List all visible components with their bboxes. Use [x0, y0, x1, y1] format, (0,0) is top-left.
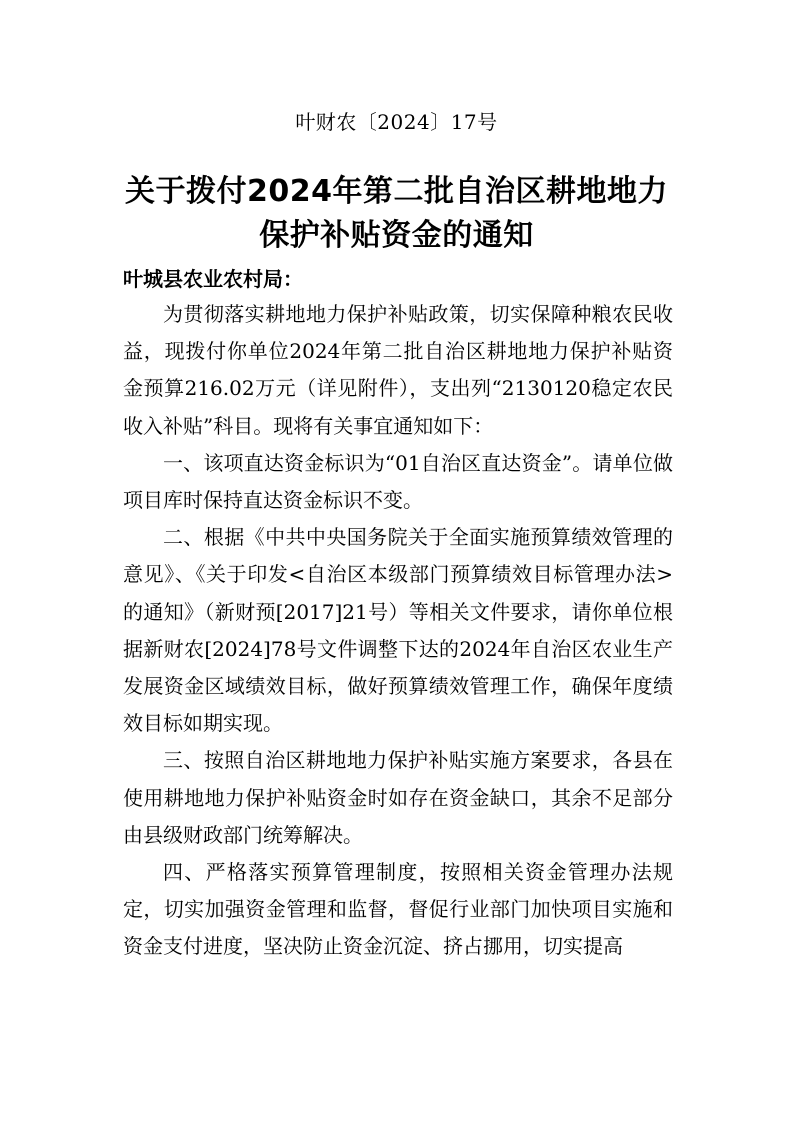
document-body	[123, 296, 673, 966]
document-number: 叶财农〔2024〕17号	[295, 110, 498, 134]
paragraph-item-2: 二、根据《中共中央国务院关于全面实施预算绩效管理的意见》、《关于印发<自治区本级部门预算绩效目标管理办法>的通知》（新财预[2017]21号）等相关文件要求，请你单位根据新财农[2024]78号文件调整下达的2024年自治区农业生产发展资金区域绩效目标，做好预算绩效管理工作，确保年度绩效目标如期实现。	[123, 525, 673, 736]
recipient-line: 叶城县农业农村局：	[123, 267, 303, 291]
document-title: 关于拨付2024年第二批自治区耕地地力保护补贴资金的通知	[125, 174, 668, 253]
paragraph-item-1: 一、该项直达资金标识为“01自治区直达资金”。请单位做项目库时保持直达资金标识不变。	[123, 450, 673, 513]
paragraph-item-3: 三、按照自治区耕地地力保护补贴实施方案要求，各县在使用耕地地力保护补贴资金时如存在资金缺口，其余不足部分由县级财政部门统筹解决。	[123, 748, 673, 847]
paragraph-item-4: 四、严格落实预算管理制度，按照相关资金管理办法规定，切实加强资金管理和监督，督促行业部门加快项目实施和资金支付进度，坚决防止资金沉淀、挤占挪用，切实提高	[123, 860, 673, 959]
paragraph-intro: 为贯彻落实耕地地力保护补贴政策，切实保障种粮农民收益，现拨付你单位2024年第二批自治区耕地地力保护补贴资金预算216.02万元（详见附件），支出列“2130120稳定农民收入补贴”科目。现将有关事宜通知如下：	[123, 302, 673, 438]
